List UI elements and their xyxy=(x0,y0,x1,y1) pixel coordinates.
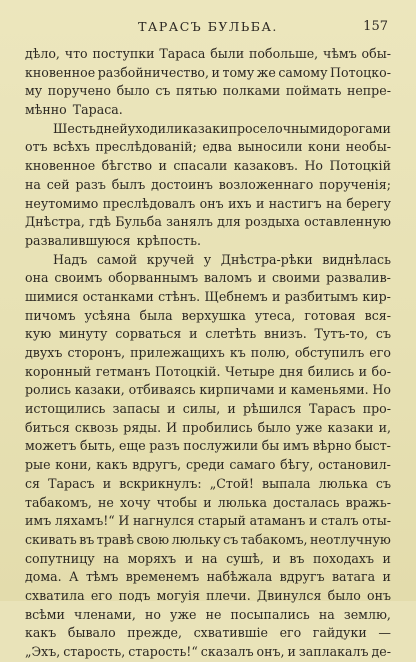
word: въ xyxy=(79,531,95,547)
word: истощились xyxy=(25,401,106,417)
word: люлька xyxy=(217,494,267,510)
word: преслѣдовалъ xyxy=(102,195,196,211)
word: ся xyxy=(25,475,40,491)
word: прежде, xyxy=(127,625,182,641)
word: и xyxy=(272,550,281,566)
word: Потоцкiй. xyxy=(155,363,221,379)
word: развалившуюся xyxy=(25,232,131,248)
word: останками xyxy=(82,288,154,304)
word: кони, xyxy=(55,457,92,473)
word: сей xyxy=(46,176,70,192)
word: — xyxy=(378,625,391,641)
word: роздыха xyxy=(245,214,300,230)
word: у xyxy=(203,251,212,267)
word: Тараса. xyxy=(72,102,123,118)
word: быст- xyxy=(355,438,391,454)
word: берегу xyxy=(346,195,391,211)
word: запасы xyxy=(112,401,160,417)
word: И xyxy=(118,513,130,529)
word: схватила xyxy=(25,587,85,603)
word: бились xyxy=(307,363,355,379)
word: и xyxy=(102,475,112,491)
word: его xyxy=(369,345,391,360)
word: на xyxy=(318,606,335,622)
word: могуiя xyxy=(156,587,200,603)
word: Но xyxy=(304,158,324,174)
text-line xyxy=(25,475,391,494)
word: гайдуки xyxy=(312,625,367,641)
word: сторонъ, xyxy=(67,345,126,360)
word: ряды. xyxy=(123,419,162,435)
word: схватившiе xyxy=(193,625,268,641)
word: и xyxy=(158,158,167,174)
word: крѣпость. xyxy=(136,232,201,248)
word: были xyxy=(210,46,245,61)
word: оставленную xyxy=(304,214,391,230)
word: какъ xyxy=(25,625,57,641)
word: чтобы xyxy=(156,494,198,510)
word: внизъ. xyxy=(263,326,307,342)
word: занялъ xyxy=(166,214,213,230)
text-line xyxy=(25,120,391,139)
word: гетманъ xyxy=(95,363,151,379)
word: прилежащихъ xyxy=(130,345,225,360)
word: на xyxy=(25,176,41,192)
word: верхушка xyxy=(181,307,246,323)
word: свою xyxy=(136,531,170,547)
word: Потоцко- xyxy=(330,64,391,80)
word: виднѣлась xyxy=(322,251,391,267)
word: тѣмъ xyxy=(85,569,119,585)
word: досталась xyxy=(273,494,340,510)
word: самому xyxy=(278,64,328,80)
word: де- xyxy=(371,644,391,659)
word: и xyxy=(308,513,318,529)
word: развалив- xyxy=(326,270,391,286)
word: среди xyxy=(185,457,225,473)
text-line xyxy=(25,624,391,643)
word: и xyxy=(271,288,281,304)
text-line xyxy=(25,101,391,120)
word: казаковъ. xyxy=(233,158,299,174)
word: для xyxy=(217,214,241,230)
word: оборваннымъ xyxy=(108,270,199,286)
word: дня xyxy=(279,363,304,379)
word: на xyxy=(326,195,342,211)
text-line xyxy=(25,419,391,438)
word: и xyxy=(184,550,194,566)
word: казаки, xyxy=(74,382,125,398)
word: бывало xyxy=(67,625,116,641)
word: разбитымъ xyxy=(284,288,358,304)
text-line xyxy=(25,587,391,606)
text-line xyxy=(25,269,391,288)
word: Шесть xyxy=(53,120,96,136)
word: былъ xyxy=(111,176,146,192)
word: кони xyxy=(308,139,341,155)
word: сталъ xyxy=(320,513,359,529)
text-line xyxy=(25,176,391,195)
word: Тарасъ xyxy=(48,475,95,491)
word: Четыре xyxy=(225,363,275,379)
word: шимися xyxy=(25,288,79,304)
word: самаго xyxy=(229,457,276,473)
word: поручено xyxy=(47,83,111,99)
word: пробились xyxy=(182,419,253,435)
word: было xyxy=(327,587,361,603)
word: стѣнъ. xyxy=(158,288,201,304)
text-line xyxy=(25,157,391,176)
word: пятью xyxy=(176,83,218,99)
word: Потоцкiй xyxy=(329,158,391,174)
text-line xyxy=(25,512,391,531)
text-line xyxy=(25,568,391,587)
word: усѣяна xyxy=(84,307,131,323)
text-line xyxy=(25,64,391,83)
word: двухъ xyxy=(25,345,63,360)
word: и xyxy=(227,401,236,417)
word: она xyxy=(25,270,49,286)
word: но xyxy=(144,606,161,622)
text-line xyxy=(25,325,391,344)
text-line xyxy=(25,643,391,662)
word: кир- xyxy=(362,288,391,304)
word: чѣмъ xyxy=(323,46,357,61)
word: была xyxy=(139,307,173,323)
text-line xyxy=(25,213,391,232)
word: набѣжала xyxy=(206,569,273,585)
word: рѣшился xyxy=(243,401,302,417)
word: временемъ xyxy=(125,569,200,585)
word: кирпичами xyxy=(199,382,275,398)
word: не xyxy=(205,606,222,622)
word: и, xyxy=(378,419,391,435)
word: быть, xyxy=(80,438,116,454)
word: травѣ xyxy=(96,531,134,547)
text-line xyxy=(25,437,391,456)
word: въ xyxy=(289,550,305,566)
word: Но xyxy=(372,382,391,398)
word: Бульба xyxy=(115,214,162,230)
word: обы- xyxy=(361,46,391,61)
text-line xyxy=(25,45,391,64)
word: дома. xyxy=(25,569,62,585)
word: ляхамъ!“ xyxy=(54,513,115,529)
word: спасали xyxy=(173,158,228,174)
word: послужили xyxy=(183,438,259,454)
word: полками xyxy=(222,83,281,99)
word: онъ, xyxy=(256,644,285,659)
word: Днѣстра-рѣки xyxy=(220,251,313,267)
word: къ xyxy=(229,345,246,360)
word: вдругъ xyxy=(279,569,325,585)
word: самой xyxy=(96,251,138,267)
word: тому xyxy=(222,64,255,80)
word: поймать xyxy=(285,83,342,99)
running-head xyxy=(0,18,416,36)
word: Щебнемъ xyxy=(204,288,268,304)
text-line xyxy=(25,138,391,157)
word: скивать xyxy=(25,531,77,547)
word: бо- xyxy=(371,363,391,379)
word: съ xyxy=(375,475,391,491)
word: дѣло, xyxy=(25,46,60,61)
word: му xyxy=(25,83,43,99)
word: вдругъ, xyxy=(132,457,182,473)
word: заплакалъ xyxy=(298,644,369,659)
text-line xyxy=(25,494,391,513)
word: нагнулся xyxy=(132,513,195,529)
word: табакомъ, xyxy=(25,494,92,510)
word: моряхъ xyxy=(127,550,177,566)
word: плечи. xyxy=(206,587,251,603)
word: сказалъ xyxy=(200,644,254,659)
word: съ xyxy=(223,531,239,547)
word: силы, xyxy=(182,401,221,417)
word: казаки xyxy=(182,120,229,136)
word: побольше, xyxy=(249,46,319,61)
word: кручей xyxy=(146,251,195,267)
word: вражь- xyxy=(345,494,391,510)
word: вѣрно xyxy=(312,438,352,454)
word: походахъ xyxy=(312,550,375,566)
word: имъ xyxy=(25,513,52,529)
word: бѣгу, xyxy=(280,457,314,473)
word: уже xyxy=(295,419,323,435)
word: разъ xyxy=(149,438,180,454)
word: было xyxy=(116,83,150,99)
word: всѣхъ xyxy=(53,139,90,155)
word: выпала xyxy=(262,475,311,491)
word: сквозь xyxy=(74,419,119,435)
word: бы xyxy=(261,438,280,454)
word: люлька xyxy=(318,475,368,491)
word: Днѣстра, xyxy=(25,214,85,230)
word: какъ xyxy=(96,457,128,473)
word: и xyxy=(382,569,391,585)
text-line xyxy=(25,550,391,569)
word: люльку xyxy=(171,531,221,547)
word: неутомимо xyxy=(25,195,99,211)
word: готовая xyxy=(304,307,356,323)
word: Двинулся xyxy=(256,587,322,603)
word: биться xyxy=(25,419,70,435)
word: подъ xyxy=(118,587,151,603)
word: Тутъ-то, xyxy=(314,326,369,342)
word: вся- xyxy=(364,307,391,323)
text-line xyxy=(25,606,391,625)
word: старый xyxy=(197,513,246,529)
word: минуту xyxy=(59,326,108,342)
word: сушѣ, xyxy=(226,550,264,566)
word: онъ xyxy=(367,587,391,603)
word: и xyxy=(287,644,296,659)
word: атаманъ xyxy=(249,513,306,529)
word: кую xyxy=(25,326,52,342)
word: едва xyxy=(202,139,233,155)
text-line xyxy=(25,288,391,307)
word: и xyxy=(189,326,198,342)
word: его xyxy=(90,587,113,603)
text-line xyxy=(25,195,391,214)
word: проселочными xyxy=(228,120,328,136)
word: вскрикнулъ: xyxy=(119,475,202,491)
word: разбойничество, xyxy=(97,64,210,80)
word: слетѣть xyxy=(205,326,257,342)
text-line xyxy=(25,251,391,270)
word: ролись xyxy=(25,382,71,398)
word: уходили xyxy=(127,120,183,136)
word: своимъ xyxy=(54,270,103,286)
word: кновенное xyxy=(25,158,96,174)
word: сорваться xyxy=(115,326,182,342)
word: своими xyxy=(272,270,321,286)
word: уже xyxy=(170,606,197,622)
word: казаки xyxy=(327,419,374,435)
word: посыпались xyxy=(230,606,310,622)
word: выносили xyxy=(237,139,303,155)
page-number: 157 xyxy=(363,19,388,34)
word: старость, xyxy=(63,644,126,659)
word: ватага xyxy=(331,569,376,585)
word: бѣгство xyxy=(101,158,153,174)
word: землю, xyxy=(343,606,391,622)
word: разъ xyxy=(75,176,106,192)
word: Надъ xyxy=(53,251,88,267)
word: „Стой! xyxy=(209,475,254,491)
word: и xyxy=(358,363,368,379)
word: дорогами xyxy=(327,120,391,136)
word: отъ xyxy=(25,139,48,155)
word: гдѣ xyxy=(89,214,112,230)
word: „Эхъ, xyxy=(25,644,61,659)
word: табакомъ, xyxy=(240,531,308,547)
word: рые xyxy=(25,457,51,473)
word: и xyxy=(203,494,212,510)
word: онъ xyxy=(199,195,224,211)
text-line xyxy=(25,400,391,419)
word: пичомъ xyxy=(25,307,76,323)
word: валомъ xyxy=(203,270,252,286)
word: и xyxy=(278,382,287,398)
word: коронный xyxy=(25,363,92,379)
word: можетъ xyxy=(25,438,77,454)
word: необы- xyxy=(345,139,391,155)
text-line xyxy=(25,381,391,400)
text-line xyxy=(25,456,391,475)
word: ихъ xyxy=(228,195,252,211)
word: еще xyxy=(119,438,146,454)
text-line xyxy=(25,307,391,326)
word: обступилъ xyxy=(294,345,365,360)
word: и xyxy=(257,270,267,286)
word: преслѣдованiй; xyxy=(95,139,197,155)
word: настигъ xyxy=(268,195,322,211)
word: отбиваясь xyxy=(128,382,196,398)
text-line xyxy=(25,344,391,363)
text-line xyxy=(25,232,391,251)
word: мѣнно xyxy=(25,102,67,118)
word: съ xyxy=(155,83,171,99)
word: старость!“ xyxy=(128,644,198,659)
word: и xyxy=(255,195,265,211)
word: на xyxy=(201,550,218,566)
word: дней xyxy=(95,120,128,136)
word: утеса, xyxy=(254,307,296,323)
word: про- xyxy=(362,401,391,417)
word: съ xyxy=(375,326,391,342)
word: непре- xyxy=(346,83,391,99)
word: членами, xyxy=(74,606,136,622)
word: И xyxy=(166,419,178,435)
word: кновенное xyxy=(25,64,96,80)
word: остановил- xyxy=(318,457,391,473)
word: сопутницу xyxy=(25,550,95,566)
word: и xyxy=(211,64,220,80)
word: хочу xyxy=(120,494,151,510)
word: было xyxy=(257,419,291,435)
running-title: ТАРАСЪ БУЛЬБА. xyxy=(138,19,278,34)
word: порученiя; xyxy=(319,176,391,192)
word: возложеннаго xyxy=(218,176,314,192)
word: что xyxy=(64,46,88,61)
word: имъ xyxy=(282,438,310,454)
word: и xyxy=(167,401,176,417)
text-line xyxy=(25,82,391,101)
word: поступки xyxy=(92,46,155,61)
text-line xyxy=(25,363,391,382)
word: всѣми xyxy=(25,606,65,622)
word: Тарасъ xyxy=(308,401,356,417)
word: каменьями. xyxy=(290,382,369,398)
word: неотлучную xyxy=(310,531,391,547)
word: же xyxy=(256,64,276,80)
word: А xyxy=(69,569,79,585)
word: Тараса xyxy=(159,46,206,61)
word: на xyxy=(103,550,120,566)
word: оты- xyxy=(362,513,391,529)
word: полю, xyxy=(250,345,290,360)
word: достоинъ xyxy=(151,176,213,192)
body-text xyxy=(25,45,391,662)
word: и xyxy=(382,550,391,566)
text-line xyxy=(25,531,391,550)
word: его xyxy=(279,625,302,641)
word: не xyxy=(98,494,114,510)
